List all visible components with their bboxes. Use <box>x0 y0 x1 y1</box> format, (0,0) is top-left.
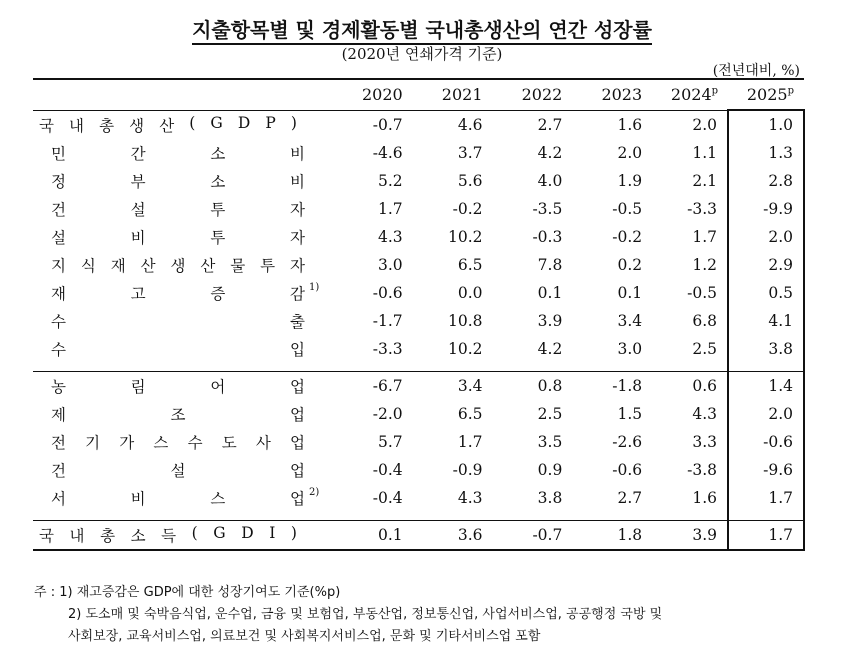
cell-value: 4.3 <box>692 405 718 423</box>
cell-value: 7.8 <box>537 256 563 274</box>
row-label: 설 비 투 자 <box>51 229 305 247</box>
cell-value: -3.8 <box>687 461 718 479</box>
cell-value: -6.7 <box>333 372 413 401</box>
gdi-row <box>33 521 804 551</box>
cell-value: 10.2 <box>447 228 483 246</box>
cell-value: 1.7 <box>728 484 804 512</box>
cell-value: 3.0 <box>378 256 403 274</box>
cell-value: -9.9 <box>728 195 804 223</box>
cell-value: 3.0 <box>617 340 643 358</box>
industry-row <box>33 372 804 401</box>
cell-value: -0.2 <box>452 200 483 218</box>
cell-value: 5.7 <box>378 433 403 451</box>
cell-value: -4.6 <box>372 144 403 162</box>
cell-value: 3.8 <box>728 335 804 363</box>
column-header: 2021 <box>413 79 493 110</box>
cell-value: 10.8 <box>447 312 483 330</box>
cell-value: 4.2 <box>537 340 563 358</box>
row-label: 민 간 소 비 <box>51 145 305 163</box>
cell-value: 0.5 <box>728 279 804 307</box>
cell-value: 2.0 <box>652 110 728 139</box>
expenditure-row <box>33 251 804 279</box>
cell-value: 1.6 <box>572 110 652 139</box>
cell-value: 3.8 <box>537 489 563 507</box>
row-label: 전 기 가 스 수 도 사 업 <box>51 434 305 452</box>
cell-value: 5.6 <box>457 172 483 190</box>
cell-value: 6.8 <box>692 312 718 330</box>
cell-value: 0.6 <box>652 372 728 401</box>
expenditure-row <box>33 195 804 223</box>
footnote-1: 주 : 1) 재고증감은 GDP에 대한 성장기여도 기준(%p) <box>34 585 341 600</box>
cell-value: 1.3 <box>728 139 804 167</box>
cell-value: 4.1 <box>728 307 804 335</box>
cell-value: -3.5 <box>532 200 563 218</box>
cell-value: 1.7 <box>692 228 718 246</box>
cell-value: 3.4 <box>413 372 493 401</box>
cell-value: 1.6 <box>692 489 718 507</box>
row-label: 재 고 증 감 <box>51 285 305 303</box>
cell-value: -2.6 <box>612 433 643 451</box>
cell-value: 2.9 <box>728 251 804 279</box>
cell-value: -0.4 <box>372 489 403 507</box>
growth-rate-table <box>33 78 805 551</box>
row-label: 국 내 총 생 산 ( G D P ) <box>39 113 297 135</box>
gdp-row <box>33 110 804 139</box>
cell-value: 2.5 <box>537 405 563 423</box>
expenditure-row <box>33 335 804 363</box>
cell-value: 1.5 <box>617 405 643 423</box>
cell-value: 1.7 <box>728 521 804 551</box>
column-header: 2022 <box>493 79 573 110</box>
cell-value: -2.0 <box>372 405 403 423</box>
row-label: 농 림 어 업 <box>51 378 305 396</box>
cell-value: -0.4 <box>372 461 403 479</box>
table-subtitle: (2020년 연쇄가격 기준) <box>341 45 503 63</box>
cell-value: 1.7 <box>378 200 403 218</box>
cell-value: -0.6 <box>728 428 804 456</box>
cell-value: 4.2 <box>537 144 563 162</box>
row-label: 수 입 <box>51 341 305 359</box>
cell-value: 2.0 <box>728 400 804 428</box>
cell-value: 1.4 <box>728 372 804 401</box>
expenditure-row <box>33 307 804 335</box>
cell-value: -0.5 <box>612 200 643 218</box>
cell-value: 0.2 <box>617 256 643 274</box>
cell-value: -1.8 <box>572 372 652 401</box>
cell-value: 1.2 <box>692 256 718 274</box>
cell-value: 1.7 <box>457 433 483 451</box>
industry-row <box>33 428 804 456</box>
cell-value: -0.9 <box>452 461 483 479</box>
cell-value: 4.0 <box>537 172 563 190</box>
cell-value: 2.1 <box>692 172 718 190</box>
cell-value: 2.0 <box>617 144 643 162</box>
table-title: 지출항목별 및 경제활동별 국내총생산의 연간 성장률 <box>0 14 844 43</box>
cell-value: -0.7 <box>333 110 413 139</box>
cell-value: -3.3 <box>687 200 718 218</box>
cell-value: 3.7 <box>457 144 483 162</box>
cell-value: 4.6 <box>413 110 493 139</box>
cell-value: -0.6 <box>372 284 403 302</box>
cell-value: 6.5 <box>457 256 483 274</box>
footnotes <box>34 582 662 648</box>
cell-value: -0.5 <box>687 284 718 302</box>
row-label: 건 설 투 자 <box>51 201 305 219</box>
cell-value: -9.6 <box>728 456 804 484</box>
industry-row: 서 비 스 업 2) -0.4 4.3 3.8 2.7 1.6 1.7 <box>33 484 804 512</box>
unit-label: (전년대비, %) <box>712 63 800 79</box>
industry-row <box>33 456 804 484</box>
row-label: 수 출 <box>51 313 305 331</box>
cell-value: -0.6 <box>612 461 643 479</box>
cell-value: 1.1 <box>692 144 718 162</box>
row-label: 정 부 소 비 <box>51 173 305 191</box>
cell-value: 0.1 <box>333 521 413 551</box>
cell-value: 3.9 <box>537 312 563 330</box>
cell-value: 1.0 <box>728 110 804 139</box>
row-label: 국 내 총 소 득 ( G D I ) <box>39 524 297 545</box>
cell-value: 3.3 <box>692 433 718 451</box>
expenditure-row <box>33 223 804 251</box>
cell-value: 4.3 <box>457 489 483 507</box>
cell-value: 2.5 <box>692 340 718 358</box>
header-row <box>33 79 804 110</box>
cell-value: -0.3 <box>532 228 563 246</box>
footnote-2: 2) 도소매 및 숙박음식업, 운수업, 금융 및 보험업, 부동산업, 정보통신업, 사업서비스업, 공공행정 국방 및 <box>68 607 663 622</box>
industry-row <box>33 400 804 428</box>
cell-value: 3.6 <box>413 521 493 551</box>
cell-value: 0.0 <box>457 284 483 302</box>
cell-value: 2.7 <box>493 110 573 139</box>
cell-value: 3.9 <box>652 521 728 551</box>
cell-value: 4.3 <box>378 228 403 246</box>
cell-value: 1.9 <box>617 172 643 190</box>
cell-value: 0.1 <box>537 284 563 302</box>
cell-value: -0.7 <box>493 521 573 551</box>
cell-value: 2.7 <box>617 489 643 507</box>
column-header: 2024$^p$ <box>652 79 728 110</box>
cell-value: 1.8 <box>572 521 652 551</box>
cell-value: 2.8 <box>728 167 804 195</box>
cell-value: 3.5 <box>537 433 563 451</box>
cell-value: 0.1 <box>617 284 643 302</box>
column-header: 2023 <box>572 79 652 110</box>
cell-value: -0.2 <box>612 228 643 246</box>
column-header: 2020 <box>333 79 413 110</box>
cell-value: 5.2 <box>378 172 403 190</box>
cell-value: 6.5 <box>457 405 483 423</box>
row-label: 건 설 업 <box>51 462 305 480</box>
cell-value: 3.4 <box>617 312 643 330</box>
column-header: 2025$^p$ <box>728 79 804 110</box>
row-label: 제 조 업 <box>51 406 305 424</box>
footnote-2-continued: 사회보장, 교육서비스업, 의료보건 및 사회복지서비스업, 문화 및 기타서비스업 포함 <box>68 629 541 644</box>
cell-value: 0.8 <box>493 372 573 401</box>
expenditure-row: 재 고 증 감 1) -0.6 0.0 0.1 0.1 -0.5 0.5 <box>33 279 804 307</box>
cell-value: -3.3 <box>372 340 403 358</box>
cell-value: 10.2 <box>447 340 483 358</box>
cell-value: 0.9 <box>537 461 563 479</box>
cell-value: 2.0 <box>728 223 804 251</box>
expenditure-row <box>33 139 804 167</box>
expenditure-row <box>33 167 804 195</box>
row-label: 서 비 스 업 <box>51 490 305 508</box>
row-label: 지 식 재 산 생 산 물 투 자 <box>51 257 305 275</box>
cell-value: -1.7 <box>372 312 403 330</box>
